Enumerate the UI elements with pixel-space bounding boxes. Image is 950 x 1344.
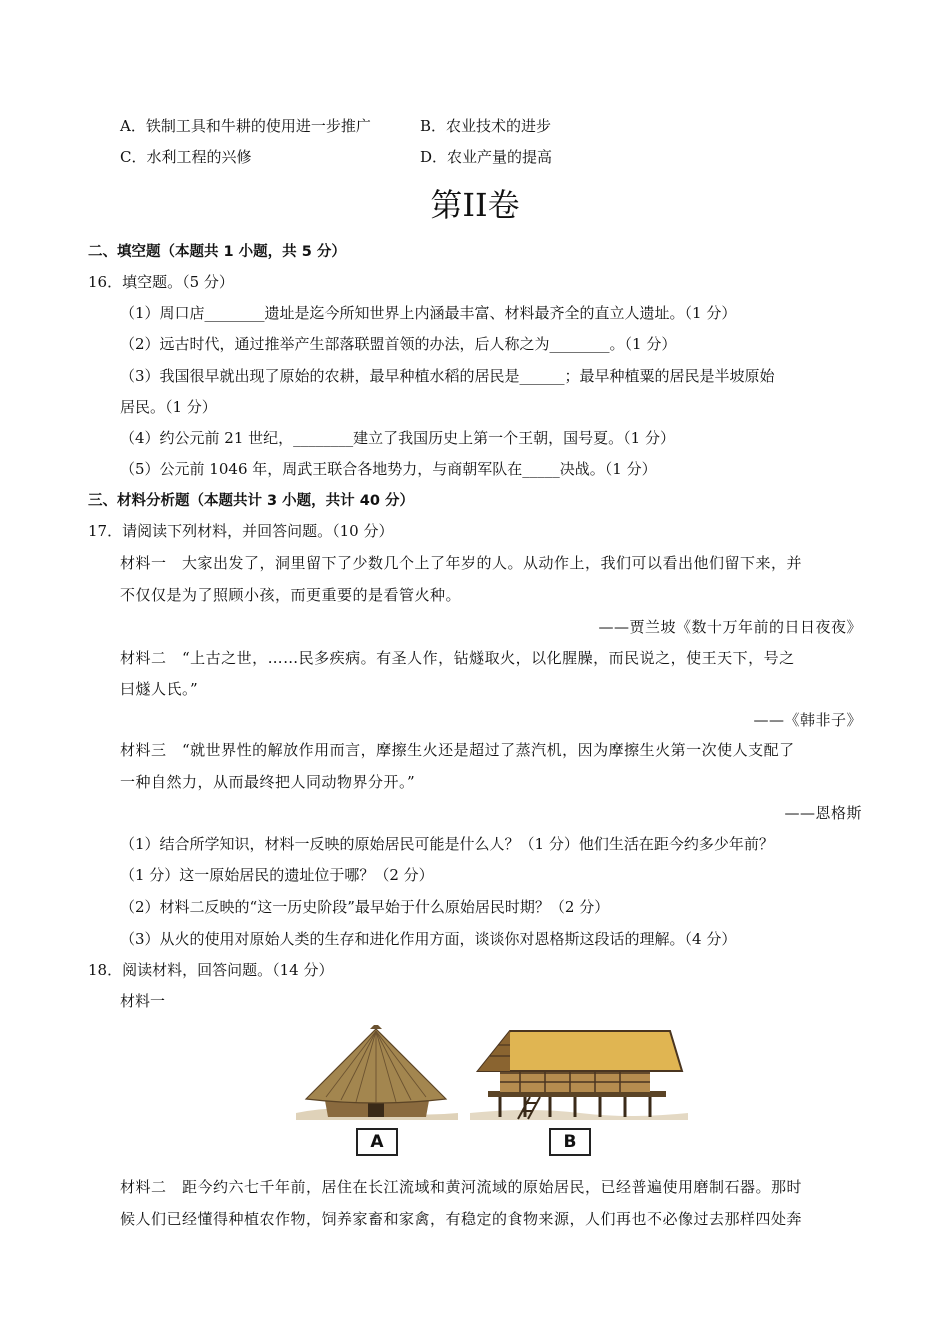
q17-material-3: 材料三 “就世界性的解放作用而言，摩擦生火还是超过了蒸汽机，因为摩擦生火第一次使人支配了: [120, 741, 795, 759]
q16-item-3: （3）我国很早就出现了原始的农耕，最早种植水稻的居民是______；最早种植粟的居民是半坡原始: [120, 367, 775, 385]
q18-stem: 18．阅读材料，回答问题。（14 分）: [88, 961, 334, 979]
option-a: A．铁制工具和牛耕的使用进一步推广: [120, 117, 371, 135]
option-c: C．水利工程的兴修: [120, 148, 252, 166]
volume-title: 第II卷: [430, 186, 520, 224]
q17-material-3-source: ——恩格斯: [784, 804, 862, 822]
q17-material-2-cont: 曰燧人氏。”: [120, 680, 199, 698]
section-3-heading: 三、材料分析题（本题共计 3 小题，共计 40 分）: [88, 493, 414, 509]
q17-material-1-source: ——贾兰坡《数十万年前的日日夜夜》: [598, 618, 862, 636]
option-d: D．农业产量的提高: [420, 148, 553, 166]
q17-question-2: （2）材料二反映的“这一历史阶段”最早始于什么原始居民时期？（2 分）: [120, 898, 610, 916]
q16-item-2: （2）远古时代，通过推举产生部落联盟首领的办法，后人称之为________。（1 分）: [120, 335, 677, 353]
q17-question-1: （1）结合所学知识，材料一反映的原始居民可能是什么人？（1 分）他们生活在距今约多少年前？: [120, 835, 774, 853]
image-label-b: B: [549, 1128, 591, 1156]
q18-material-2: 材料二 距今约六七千年前，居住在长江流域和黄河流域的原始居民，已经普遍使用磨制石器。那时: [120, 1178, 803, 1196]
q17-stem: 17．请阅读下列材料，并回答问题。（10 分）: [88, 522, 394, 540]
q16-item-3-cont: 居民。（1 分）: [120, 398, 217, 416]
q18-material-1-label: 材料一: [120, 992, 166, 1010]
image-label-a: A: [356, 1128, 398, 1156]
q16-item-5: （5）公元前 1046 年，周武王联合各地势力，与商朝军队在_____决战。（1 分）: [120, 460, 657, 478]
q17-material-1-cont: 不仅仅是为了照顾小孩，而更重要的是看管火种。: [120, 586, 462, 604]
q17-question-1-cont: （1 分）这一原始居民的遗址位于哪？（2 分）: [120, 866, 434, 884]
hut-illustration-a: [296, 1025, 458, 1120]
q18-material-2-cont: 候人们已经懂得种植农作物，饲养家畜和家禽，有稳定的食物来源，人们再也不必像过去那样四处奔: [120, 1210, 803, 1228]
q16-stem: 16．填空题。（5 分）: [88, 273, 234, 291]
q17-material-2: 材料二 “上古之世，……民多疾病。有圣人作，钻燧取火，以化腥臊，而民说之，使王天下，号之: [120, 649, 795, 667]
stilt-house-illustration-b: [470, 1025, 688, 1120]
q16-item-1: （1）周口店________遗址是迄今所知世界上内涵最丰富、材料最齐全的直立人遗址。（1 分）: [120, 304, 737, 322]
section-2-heading: 二、填空题（本题共 1 小题，共 5 分）: [88, 244, 346, 260]
option-b: B．农业技术的进步: [420, 117, 552, 135]
q17-material-2-source: ——《韩非子》: [753, 711, 862, 729]
q16-item-4: （4）约公元前 21 世纪，________建立了我国历史上第一个王朝，国号夏。（1 分）: [120, 429, 675, 447]
q17-material-3-cont: 一种自然力，从而最终把人同动物界分开。”: [120, 773, 416, 791]
q17-material-1: 材料一 大家出发了，洞里留下了少数几个上了年岁的人。从动作上，我们可以看出他们留下来，并: [120, 554, 803, 572]
q17-question-3: （3）从火的使用对原始人类的生存和进化作用方面，谈谈你对恩格斯这段话的理解。（4 分）: [120, 930, 737, 948]
